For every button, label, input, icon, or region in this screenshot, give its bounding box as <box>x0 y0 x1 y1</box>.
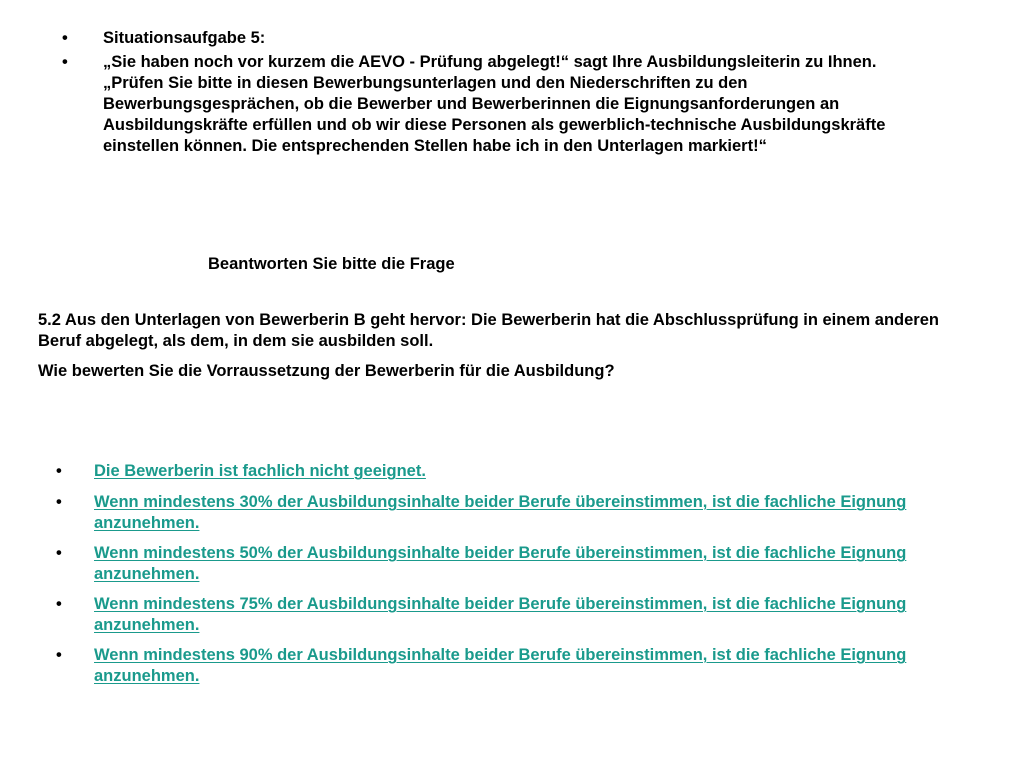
situation-text-item <box>60 52 885 157</box>
bullet: • <box>56 462 62 480</box>
bullet: • <box>62 29 68 47</box>
situation-title: Situationsaufgabe 5: <box>103 29 266 47</box>
question-prompt: Wie bewerten Sie die Vorraussetzung der Bewerberin für die Ausbildung? <box>38 362 615 380</box>
answer-item <box>54 645 906 687</box>
answer-option-30-percent[interactable]: Wenn mindestens 30% der Ausbildungsinhalte beider Berufe übereinstimmen, ist die fachliche Eignung anzunehmen. <box>94 493 907 532</box>
answer-option-50-percent[interactable]: Wenn mindestens 50% der Ausbildungsinhalte beider Berufe übereinstimmen, ist die fachliche Eignung anzunehmen. <box>94 544 907 583</box>
answer-item <box>54 594 906 636</box>
bullet: • <box>56 544 62 562</box>
answer-item <box>54 461 426 482</box>
answer-option-75-percent[interactable]: Wenn mindestens 75% der Ausbildungsinhalte beider Berufe übereinstimmen, ist die fachliche Eignung anzunehmen. <box>94 595 907 634</box>
bullet: • <box>56 646 62 664</box>
answer-item <box>54 543 906 585</box>
bullet: • <box>62 53 68 71</box>
situation-title-item <box>60 28 265 49</box>
situation-text: „Sie haben noch vor kurzem die AEVO - Prüfung abgelegt!“ sagt Ihre Ausbildungsleiterin zu Ihnen. „Prüfen Sie bitte in diesen Bewerbungsunterlagen und den Niederschriften zu den Bewerbungsgesprächen, ob die Bewerber und Bewerberinnen die Eignungsanforderungen an Ausbildungskräfte erfüllen und ob wir diese Personen als gewerblich-technische Ausbildungskräfte einstellen können. Die entsprechenden Stellen habe ich in den Unterlagen markiert!“ <box>103 53 886 155</box>
bullet: • <box>56 493 62 511</box>
bullet: • <box>56 595 62 613</box>
answer-item <box>54 492 906 534</box>
answer-option-not-suitable[interactable]: Die Bewerberin ist fachlich nicht geeignet. <box>94 462 426 480</box>
answer-option-90-percent[interactable]: Wenn mindestens 90% der Ausbildungsinhalte beider Berufe übereinstimmen, ist die fachliche Eignung anzunehmen. <box>94 646 907 685</box>
instruction-heading: Beantworten Sie bitte die Frage <box>208 255 455 273</box>
question-context: 5.2 Aus den Unterlagen von Bewerberin B geht hervor: Die Bewerberin hat die Abschlussprüfung in einem anderen Beruf abgelegt, als dem, in dem sie ausbilden soll. <box>38 311 939 350</box>
